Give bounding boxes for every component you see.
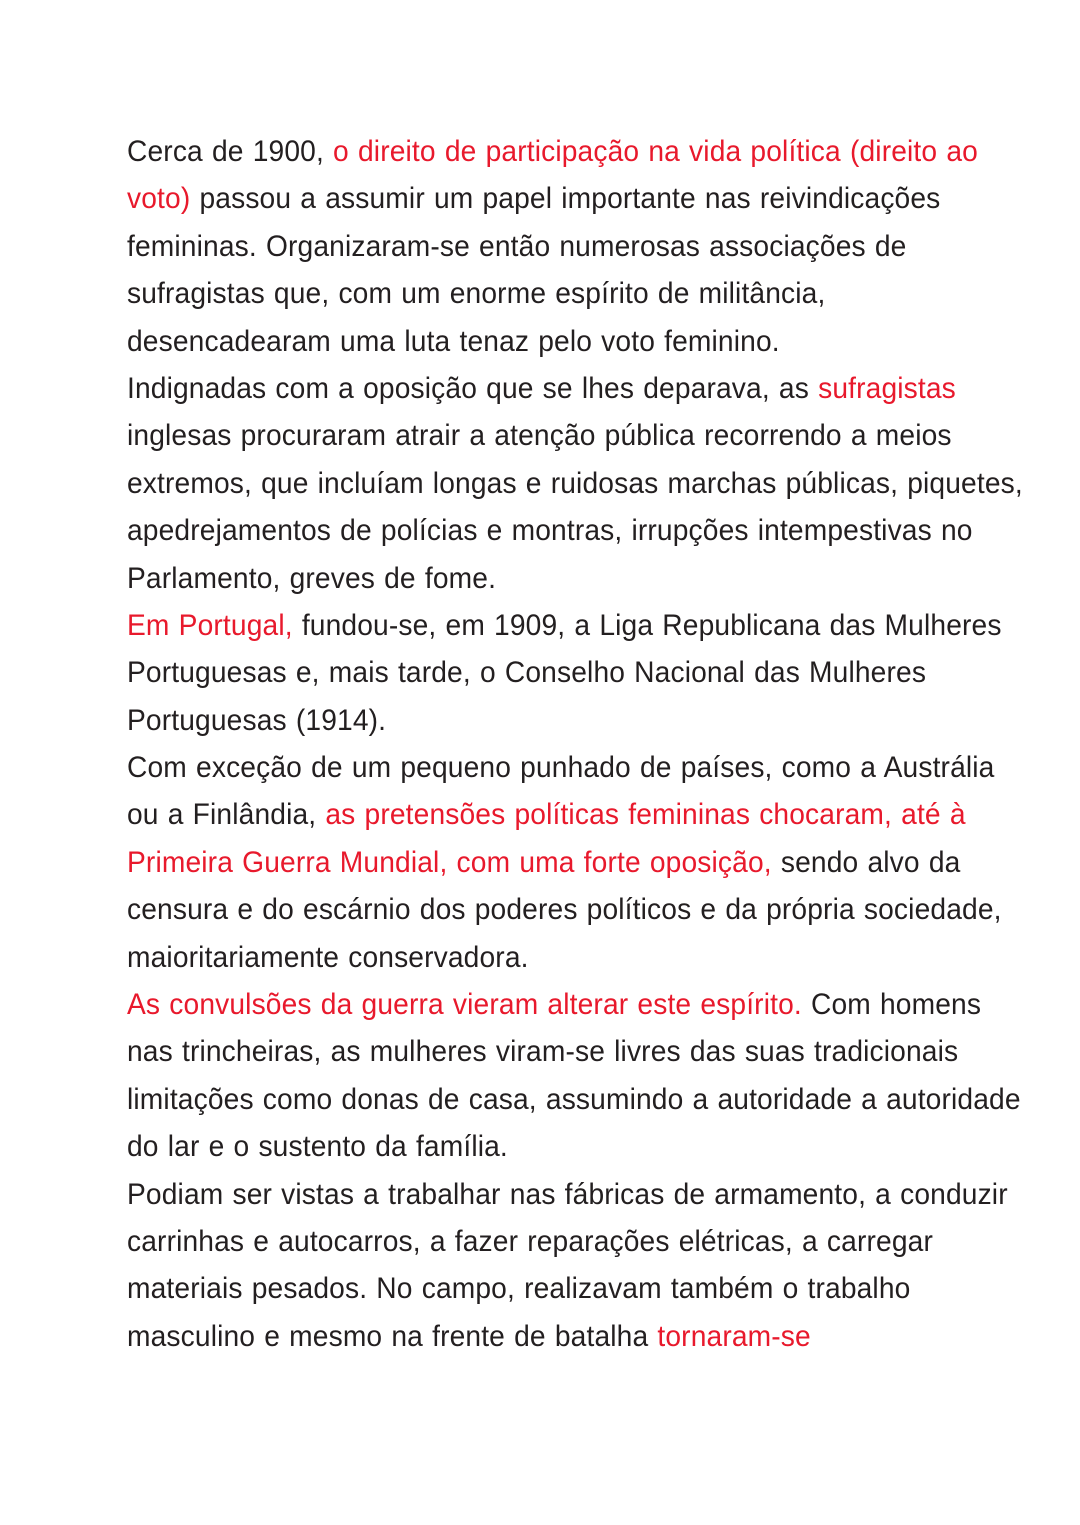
text-line (127, 1076, 1021, 1123)
highlighted-text-segment: voto) (127, 182, 191, 216)
text-line (127, 886, 1002, 933)
text-segment: Indignadas com a oposição que se lhes deparava, as (127, 371, 819, 405)
text-segment: femininas. Organizaram-se então numerosas associações de (127, 229, 907, 263)
text-line (127, 270, 925, 317)
text-segment: masculino e mesmo na frente de batalha (127, 1319, 658, 1353)
highlighted-text-segment: tornaram-se (657, 1319, 811, 1353)
highlighted-text-segment: sufragistas (818, 371, 956, 405)
highlighted-text-segment: Primeira Guerra Mundial, com uma forte oposição, (127, 845, 772, 879)
text-segment: fundou-se, em 1909, a Liga Republicana das Mulheres (292, 608, 1002, 642)
text-line (127, 934, 925, 981)
text-line (127, 839, 961, 886)
highlighted-text-segment: As convulsões da guerra vieram alterar este espírito. (127, 988, 802, 1022)
text-segment: Podiam ser vistas a trabalhar nas fábricas de armamento, a conduzir (127, 1177, 1008, 1211)
text-line (127, 128, 978, 175)
text-line (127, 791, 966, 838)
highlighted-text-segment: as pretensões políticas femininas chocaram, até à (325, 798, 966, 832)
text-segment: Parlamento, greves de fome. (127, 561, 497, 595)
text-line (127, 1218, 933, 1265)
text-segment: sendo alvo da (771, 845, 961, 879)
text-segment: extremos, que incluíam longas e ruidosas marchas públicas, piquetes, (127, 466, 1023, 500)
text-line (127, 1313, 925, 1360)
text-line (127, 1171, 1008, 1218)
highlighted-text-segment: Em Portugal, (127, 608, 293, 642)
text-line (127, 981, 982, 1028)
text-line (127, 365, 956, 412)
highlighted-text-segment: o direito de participação na vida política (direito ao (333, 135, 978, 168)
text-line (127, 649, 925, 696)
text-line (127, 175, 941, 222)
text-segment: apedrejamentos de polícias e montras, irrupções intempestivas no (127, 514, 973, 548)
text-segment: nas trincheiras, as mulheres viram-se livres das suas tradicionais (127, 1035, 959, 1069)
text-segment: Com exceção de um pequeno punhado de países, como a Austrália (127, 751, 995, 785)
text-line (127, 1028, 959, 1075)
text-line (127, 318, 925, 365)
text-segment: do lar e o sustento da família. (127, 1130, 508, 1164)
text-line (127, 412, 952, 459)
text-line (127, 555, 925, 602)
text-segment: Portuguesas (1914). (127, 703, 387, 737)
text-segment: carrinhas e autocarros, a fazer reparações elétricas, a carregar (127, 1224, 933, 1258)
text-line (127, 460, 1023, 507)
text-segment: desencadearam uma luta tenaz pelo voto feminino. (127, 324, 780, 358)
text-line (127, 697, 925, 744)
text-line (127, 1265, 925, 1312)
text-line (127, 223, 925, 270)
text-segment: censura e do escárnio dos poderes políticos e da própria sociedade, (127, 893, 1002, 927)
text-line (127, 744, 995, 791)
text-segment: passou a assumir um papel importante nas reivindicações (190, 182, 941, 216)
text-segment: inglesas procuraram atrair a atenção pública recorrendo a meios (127, 419, 952, 453)
text-segment: maioritariamente conservadora. (127, 940, 529, 974)
text-line (127, 602, 1002, 649)
text-segment: Com homens (801, 988, 982, 1022)
document-text-body (127, 128, 1023, 1360)
text-segment: Portuguesas e, mais tarde, o Conselho Nacional das Mulheres (127, 656, 927, 690)
text-line (127, 507, 973, 554)
text-segment: sufragistas que, com um enorme espírito de militância, (127, 277, 826, 311)
text-segment: limitações como donas de casa, assumindo a autoridade a autoridade (127, 1082, 1021, 1116)
text-segment: ou a Finlândia, (127, 798, 326, 832)
text-segment: materiais pesados. No campo, realizavam também o trabalho (127, 1272, 911, 1306)
text-segment: Cerca de 1900, (127, 135, 334, 168)
text-line (127, 1123, 925, 1170)
